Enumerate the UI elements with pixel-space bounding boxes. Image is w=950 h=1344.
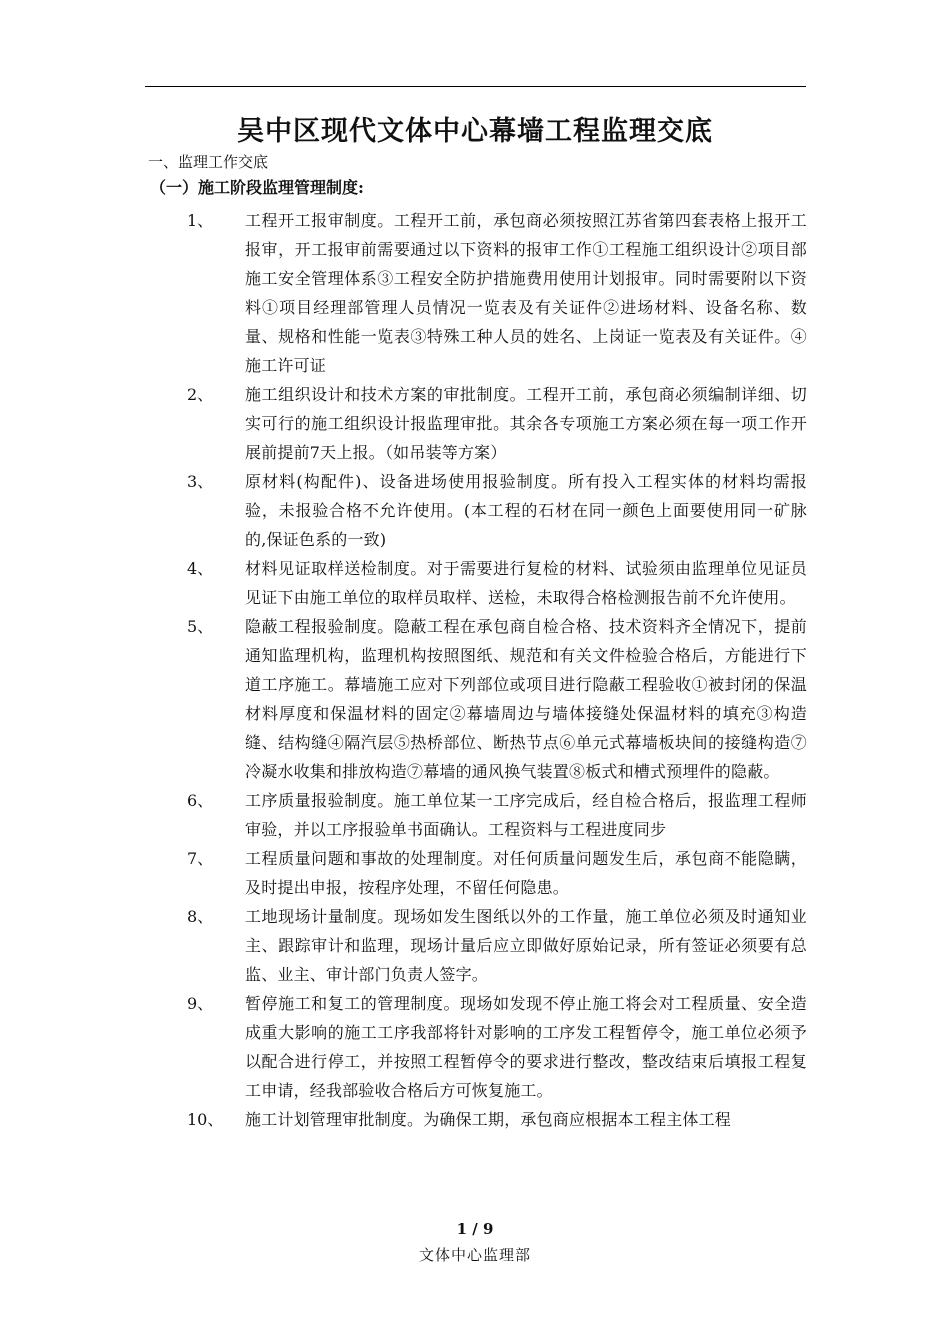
section-heading: 一、监理工作交底	[148, 153, 269, 171]
list-item	[0, 989, 950, 1105]
item-text: 工序质量报验制度。施工单位某一工序完成后，经自检合格后，报监理工程师审验，并以工序报验单书面确认。工程资料与工程进度同步	[245, 791, 807, 839]
item-number: 9、	[187, 994, 214, 1013]
footer-text: 文体中心监理部	[418, 1246, 531, 1264]
list-item	[0, 612, 950, 786]
item-number: 8、	[187, 907, 214, 926]
item-number: 2、	[187, 385, 214, 404]
list-item	[0, 206, 950, 380]
list-item	[0, 844, 950, 902]
list-item	[0, 467, 950, 554]
list-item	[0, 554, 950, 612]
document-title: 吴中区现代文体中心幕墙工程监理交底	[237, 116, 713, 147]
item-text: 施工计划管理审批制度。为确保工期，承包商应根据本工程主体工程	[245, 1110, 732, 1129]
item-text: 原材料(构配件)、设备进场使用报验制度。所有投入工程实体的材料均需报验，未报验合格不允许使用。(本工程的石材在同一颜色上面要使用同一矿脉的,保证色系的一致)	[245, 472, 807, 549]
item-number: 1、	[187, 211, 214, 230]
item-number: 7、	[187, 849, 214, 868]
list-item	[0, 380, 950, 467]
item-text: 工程开工报审制度。工程开工前，承包商必须按照江苏省第四套表格上报开工报审，开工报审前需要通过以下资料的报审工作①工程施工组织设计②项目部施工安全管理体系③工程安全防护措施费用使用计划报审。同时需要附以下资料①项目经理部管理人员情况一览表及有关证件②进场材料、设备名称、数量、规格和性能一览表③特殊工种人员的姓名、上岗证一览表及有关证件。④施工许可证	[245, 211, 807, 375]
item-text: 工地现场计量制度。现场如发生图纸以外的工作量，施工单位必须及时通知业主、跟踪审计和监理，现场计量后应立即做好原始记录，所有签证必须要有总监、业主、审计部门负责人签字。	[245, 907, 807, 984]
subsection-heading: （一）施工阶段监理管理制度:	[150, 178, 364, 197]
item-text: 暂停施工和复工的管理制度。现场如发现不停止施工将会对工程质量、安全造成重大影响的施工工序我部将针对影响的工序发工程暂停令，施工单位必须予以配合进行停工，并按照工程暂停令的要求进行整改，整改结束后填报工程复工申请，经我部验收合格后方可恢复施工。	[245, 994, 807, 1100]
rules-list	[0, 206, 950, 1134]
item-number: 10、	[187, 1110, 224, 1129]
item-number: 6、	[187, 791, 214, 810]
item-number: 4、	[187, 559, 214, 578]
item-text: 工程质量问题和事故的处理制度。对任何质量问题发生后，承包商不能隐瞒，及时提出申报，按程序处理，不留任何隐患。	[245, 849, 807, 897]
list-item	[0, 786, 950, 844]
list-item	[0, 902, 950, 989]
item-text: 施工组织设计和技术方案的审批制度。工程开工前，承包商必须编制详细、切实可行的施工组织设计报监理审批。其余各专项施工方案必须在每一项工作开展前提前7天上报。（如吊装等方案）	[245, 385, 807, 462]
list-item	[0, 1105, 950, 1134]
page-number: 1 / 9	[456, 1220, 494, 1238]
item-text: 材料见证取样送检制度。对于需要进行复检的材料、试验须由监理单位见证员见证下由施工单位的取样员取样、送检，未取得合格检测报告前不允许使用。	[245, 559, 807, 607]
item-number: 5、	[187, 617, 214, 636]
header-rule	[145, 86, 806, 87]
item-number: 3、	[187, 472, 214, 491]
item-text: 隐蔽工程报验制度。隐蔽工程在承包商自检合格、技术资料齐全情况下，提前通知监理机构，监理机构按照图纸、规范和有关文件检验合格后，方能进行下道工序施工。幕墙施工应对下列部位或项目进行隐蔽工程验收①被封闭的保温材料厚度和保温材料的固定②幕墙周边与墙体接缝处保温材料的填充③构造缝、结构缝④隔汽层⑤热桥部位、断热节点⑥单元式幕墙板块间的接缝构造⑦冷凝水收集和排放构造⑦幕墙的通风换气装置⑧板式和槽式预埋件的隐蔽。	[245, 617, 807, 781]
